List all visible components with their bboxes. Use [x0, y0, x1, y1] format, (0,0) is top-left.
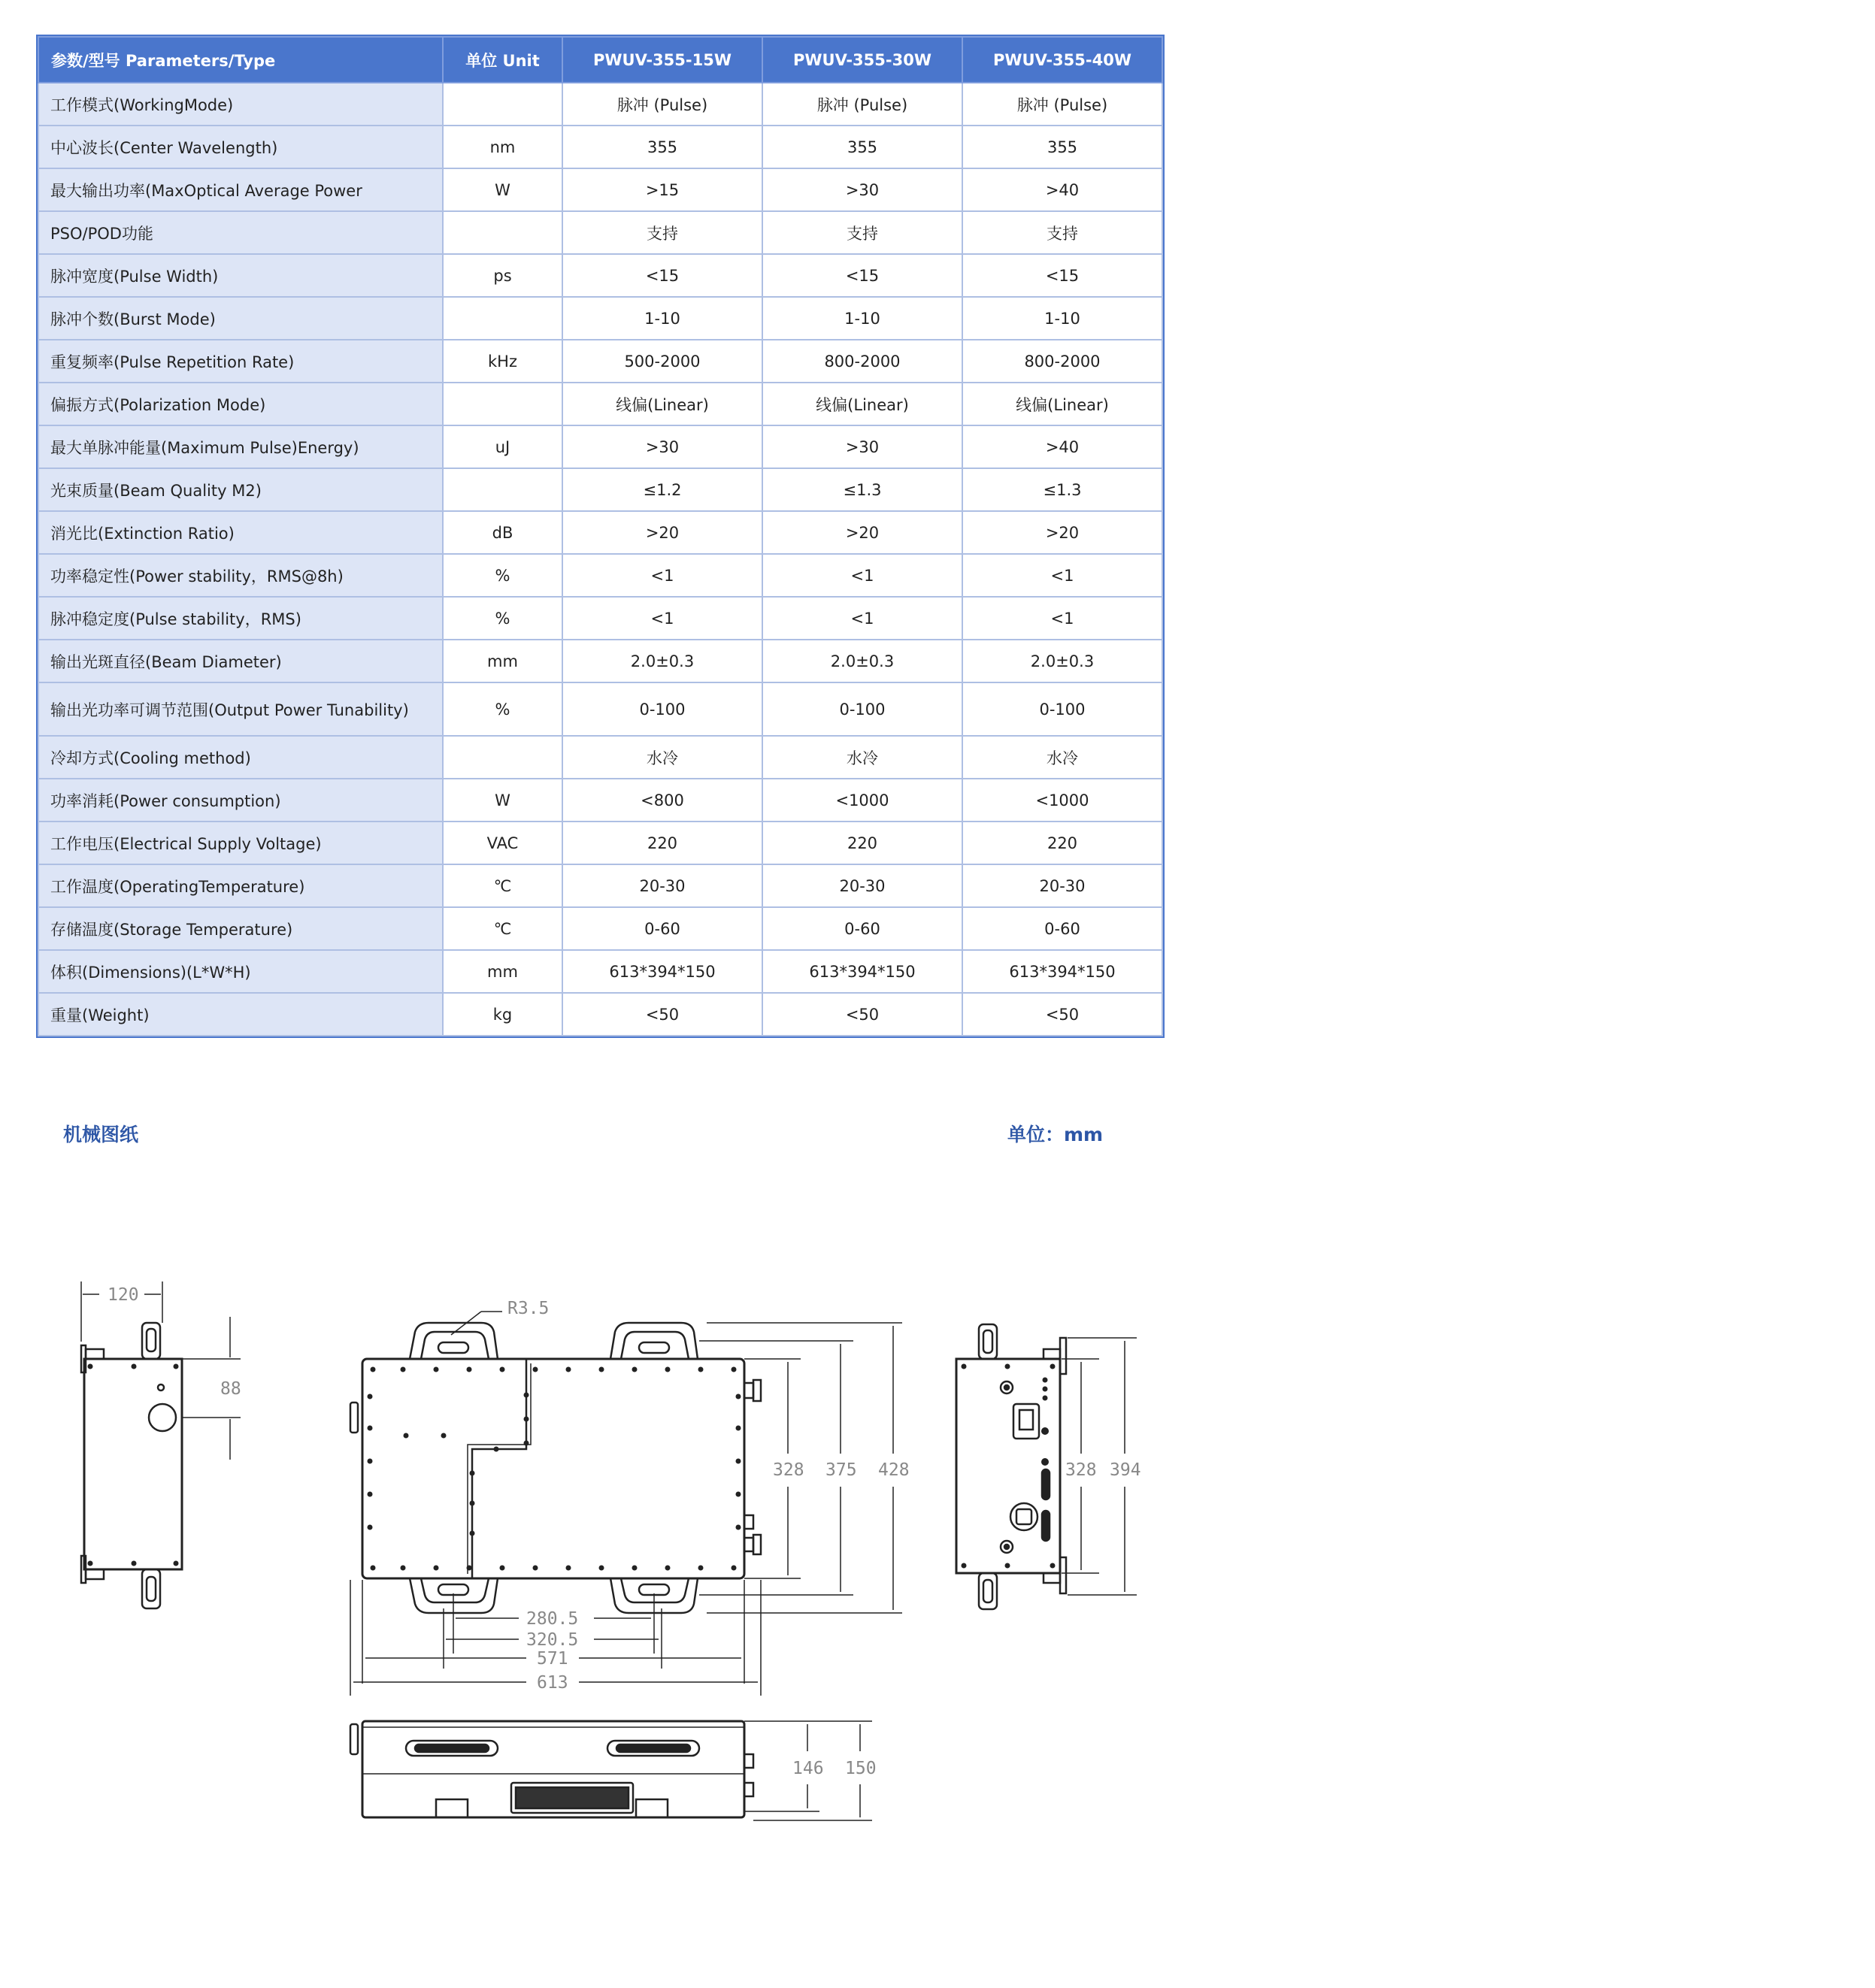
value-30w-cell: 支持 [762, 211, 962, 254]
value-40w-cell: 脉冲 (Pulse) [962, 83, 1162, 126]
value-15w-cell: 0-60 [562, 907, 762, 950]
value-30w-cell: 0-100 [762, 682, 962, 736]
value-15w-cell: <15 [562, 254, 762, 297]
spec-table [38, 36, 1163, 1036]
value-40w-cell: 线偏(Linear) [962, 383, 1162, 425]
param-cell: 工作模式(WorkingMode) [38, 83, 443, 126]
table-body [38, 83, 1162, 1036]
value-40w-cell: <1000 [962, 779, 1162, 822]
value-15w-cell: 613*394*150 [562, 950, 762, 993]
dim-total-length: 613 [537, 1673, 568, 1693]
dim-side-width: 120 [108, 1285, 139, 1305]
value-30w-cell: 355 [762, 126, 962, 168]
value-40w-cell: 0-60 [962, 907, 1162, 950]
unit-cell: ℃ [443, 907, 562, 950]
end-view-dots [962, 1364, 1056, 1569]
unit-cell [443, 211, 562, 254]
dim-front-h2: 150 [845, 1759, 877, 1778]
table-row [38, 993, 1162, 1036]
value-30w-cell: >30 [762, 168, 962, 211]
unit-cell [443, 468, 562, 511]
value-15w-cell: >30 [562, 425, 762, 468]
drawing-section-title: 机械图纸 [63, 1124, 139, 1145]
value-30w-cell: <50 [762, 993, 962, 1036]
value-40w-cell: 20-30 [962, 864, 1162, 907]
table-header-row [38, 37, 1162, 83]
param-cell: 脉冲个数(Burst Mode) [38, 297, 443, 340]
table-row [38, 736, 1162, 779]
unit-cell [443, 383, 562, 425]
value-15w-cell: 20-30 [562, 864, 762, 907]
value-15w-cell: >20 [562, 511, 762, 554]
value-15w-cell: 220 [562, 822, 762, 864]
table-row [38, 126, 1162, 168]
unit-cell: W [443, 168, 562, 211]
value-15w-cell: 水冷 [562, 736, 762, 779]
param-cell: 冷却方式(Cooling method) [38, 736, 443, 779]
value-30w-cell: 脉冲 (Pulse) [762, 83, 962, 126]
value-30w-cell: 800-2000 [762, 340, 962, 383]
value-30w-cell: 20-30 [762, 864, 962, 907]
value-15w-cell: ≤1.2 [562, 468, 762, 511]
dim-front-h1: 146 [792, 1759, 824, 1778]
value-15w-cell: <1 [562, 597, 762, 640]
param-cell: 光束质量(Beam Quality M2) [38, 468, 443, 511]
table-row [38, 468, 1162, 511]
table-row [38, 640, 1162, 682]
value-40w-cell: <50 [962, 993, 1162, 1036]
table-row [38, 554, 1162, 597]
value-15w-cell: <1 [562, 554, 762, 597]
table-row [38, 297, 1162, 340]
value-15w-cell: 线偏(Linear) [562, 383, 762, 425]
unit-cell: mm [443, 950, 562, 993]
value-40w-cell: <1 [962, 554, 1162, 597]
value-15w-cell: 500-2000 [562, 340, 762, 383]
value-30w-cell: 613*394*150 [762, 950, 962, 993]
param-cell: 重量(Weight) [38, 993, 443, 1036]
value-30w-cell: >20 [762, 511, 962, 554]
unit-cell: ps [443, 254, 562, 297]
value-40w-cell: <15 [962, 254, 1162, 297]
table-row [38, 383, 1162, 425]
table-row [38, 425, 1162, 468]
value-30w-cell: <15 [762, 254, 962, 297]
dim-handle-inner: 280.5 [526, 1609, 579, 1629]
table-row [38, 822, 1162, 864]
dim-handle-outer: 320.5 [526, 1630, 579, 1650]
value-40w-cell: 1-10 [962, 297, 1162, 340]
side-view [81, 1281, 241, 1608]
value-30w-cell: <1000 [762, 779, 962, 822]
value-30w-cell: <1 [762, 554, 962, 597]
value-40w-cell: 613*394*150 [962, 950, 1162, 993]
value-40w-cell: 2.0±0.3 [962, 640, 1162, 682]
param-cell: 脉冲稳定度(Pulse stability，RMS) [38, 597, 443, 640]
table-row [38, 211, 1162, 254]
param-cell: PSO/POD功能 [38, 211, 443, 254]
dim-end-h2: 394 [1110, 1460, 1141, 1480]
dim-end-h1: 328 [1065, 1460, 1097, 1480]
value-40w-cell: 355 [962, 126, 1162, 168]
value-30w-cell: 0-60 [762, 907, 962, 950]
unit-cell: kg [443, 993, 562, 1036]
header-model-15w: PWUV-355-15W [562, 37, 762, 83]
unit-label: 单位：mm [1007, 1124, 1104, 1145]
table-row [38, 254, 1162, 297]
table-row [38, 682, 1162, 736]
value-15w-cell: 2.0±0.3 [562, 640, 762, 682]
param-cell: 脉冲宽度(Pulse Width) [38, 254, 443, 297]
table-row [38, 340, 1162, 383]
value-15w-cell: <800 [562, 779, 762, 822]
dim-top-h3: 428 [878, 1460, 910, 1480]
param-cell: 最大单脉冲能量(Maximum Pulse)Energy) [38, 425, 443, 468]
value-40w-cell: >20 [962, 511, 1162, 554]
param-cell: 偏振方式(Polarization Mode) [38, 383, 443, 425]
front-view [350, 1721, 872, 1820]
unit-cell [443, 297, 562, 340]
unit-cell: VAC [443, 822, 562, 864]
side-view-dimensions [81, 1281, 241, 1460]
value-15w-cell: <50 [562, 993, 762, 1036]
table-row [38, 83, 1162, 126]
value-15w-cell: 0-100 [562, 682, 762, 736]
param-cell: 存储温度(Storage Temperature) [38, 907, 443, 950]
end-view-dimensions [1062, 1338, 1137, 1595]
param-cell: 功率消耗(Power consumption) [38, 779, 443, 822]
unit-cell: uJ [443, 425, 562, 468]
param-cell: 输出光斑直径(Beam Diameter) [38, 640, 443, 682]
value-30w-cell: 线偏(Linear) [762, 383, 962, 425]
value-15w-cell: 1-10 [562, 297, 762, 340]
header-parameters: 参数/型号 Parameters/Type [38, 37, 443, 83]
table-row [38, 168, 1162, 211]
front-view-dimensions [744, 1721, 872, 1820]
header-model-40w: PWUV-355-40W [962, 37, 1162, 83]
param-cell: 工作温度(OperatingTemperature) [38, 864, 443, 907]
top-view [350, 1312, 902, 1696]
value-15w-cell: >15 [562, 168, 762, 211]
value-40w-cell: 220 [962, 822, 1162, 864]
param-cell: 重复频率(Pulse Repetition Rate) [38, 340, 443, 383]
value-15w-cell: 355 [562, 126, 762, 168]
value-30w-cell: >30 [762, 425, 962, 468]
table-row [38, 864, 1162, 907]
unit-cell [443, 736, 562, 779]
table-row [38, 779, 1162, 822]
table-row [38, 907, 1162, 950]
unit-cell: kHz [443, 340, 562, 383]
param-cell: 工作电压(Electrical Supply Voltage) [38, 822, 443, 864]
value-40w-cell: 支持 [962, 211, 1162, 254]
unit-cell: dB [443, 511, 562, 554]
unit-cell: ℃ [443, 864, 562, 907]
value-30w-cell: 220 [762, 822, 962, 864]
value-40w-cell: ≤1.3 [962, 468, 1162, 511]
table-row [38, 511, 1162, 554]
header-unit: 单位 Unit [443, 37, 562, 83]
side-view-dots [88, 1364, 179, 1566]
value-30w-cell: 水冷 [762, 736, 962, 779]
unit-cell: nm [443, 126, 562, 168]
dim-body-length: 571 [537, 1649, 568, 1669]
dim-top-h1: 328 [773, 1460, 804, 1480]
unit-cell: W [443, 779, 562, 822]
unit-cell: % [443, 682, 562, 736]
unit-cell: mm [443, 640, 562, 682]
value-30w-cell: 2.0±0.3 [762, 640, 962, 682]
table-row [38, 597, 1162, 640]
value-40w-cell: 0-100 [962, 682, 1162, 736]
dim-radius: R3.5 [507, 1299, 550, 1318]
param-cell: 消光比(Extinction Ratio) [38, 511, 443, 554]
param-cell: 功率稳定性(Power stability，RMS@8h) [38, 554, 443, 597]
top-view-dimensions [350, 1323, 902, 1696]
value-40w-cell: <1 [962, 597, 1162, 640]
value-40w-cell: 800-2000 [962, 340, 1162, 383]
value-40w-cell: >40 [962, 168, 1162, 211]
unit-cell: % [443, 597, 562, 640]
param-cell: 中心波长(Center Wavelength) [38, 126, 443, 168]
unit-cell: % [443, 554, 562, 597]
value-15w-cell: 支持 [562, 211, 762, 254]
param-cell: 输出光功率可调节范围(Output Power Tunability) [38, 682, 443, 736]
table-row [38, 950, 1162, 993]
unit-cell [443, 83, 562, 126]
param-cell: 最大输出功率(MaxOptical Average Power [38, 168, 443, 211]
header-model-30w: PWUV-355-30W [762, 37, 962, 83]
value-30w-cell: <1 [762, 597, 962, 640]
value-40w-cell: >40 [962, 425, 1162, 468]
end-view [956, 1324, 1137, 1609]
value-40w-cell: 水冷 [962, 736, 1162, 779]
value-30w-cell: 1-10 [762, 297, 962, 340]
dim-top-h2: 375 [825, 1460, 857, 1480]
top-view-dots [368, 1367, 741, 1571]
param-cell: 体积(Dimensions)(L*W*H) [38, 950, 443, 993]
dim-side-hole: 88 [220, 1379, 241, 1399]
value-15w-cell: 脉冲 (Pulse) [562, 83, 762, 126]
value-30w-cell: ≤1.3 [762, 468, 962, 511]
